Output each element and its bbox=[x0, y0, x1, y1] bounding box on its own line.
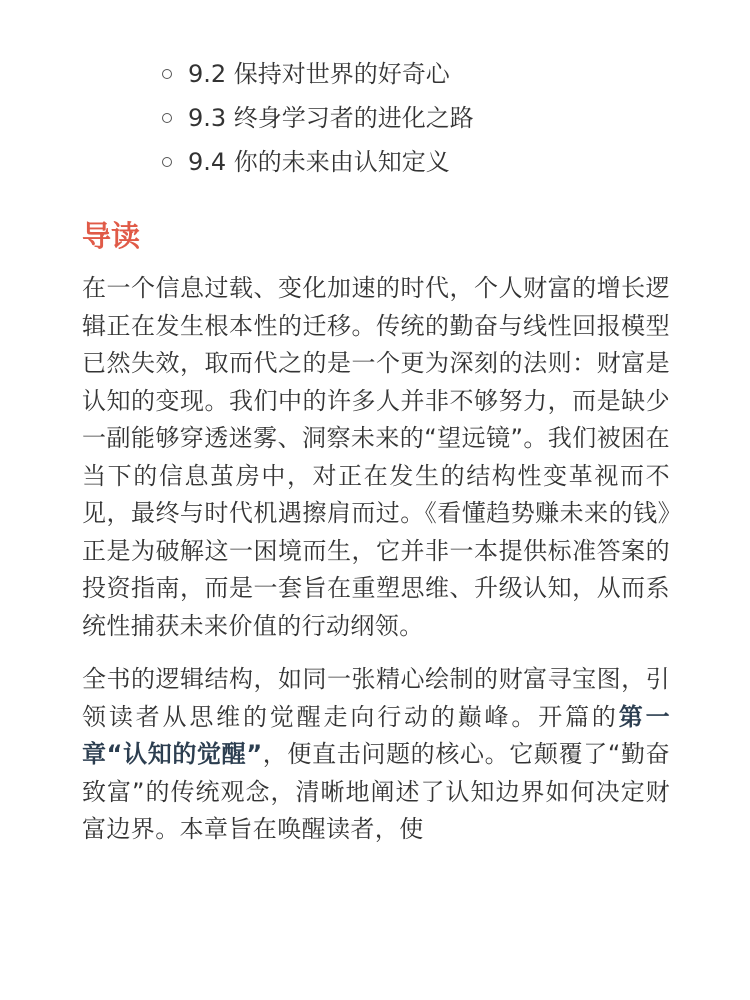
toc-item-label: 9.4 你的未来由认知定义 bbox=[188, 148, 450, 176]
hollow-circle-bullet-icon bbox=[162, 113, 172, 123]
intro-paragraph-1: 在一个信息过载、变化加速的时代，个人财富的增长逻辑正在发生根本性的迁移。传统的勤奋与线性回报模型已然失效，取而代之的是一个更为深刻的法则：财富是认知的变现。我们中的许多人并非不够努力，而是缺少一副能够穿透迷雾、洞察未来的“望远镜”。我们被困在当下的信息茧房中，对正在发生的结构性变革视而不见，最终与时代机遇擦肩而过。《看懂趋势赚未来的钱》正是为破解这一困境而生，它并非一本提供标准答案的投资指南，而是一套旨在重塑思维、升级认知，从而系统性捕获未来价值的行动纲领。 bbox=[82, 274, 670, 640]
chapter-one-highlight: 第一章“认知的觉醒” bbox=[82, 702, 670, 768]
table-of-contents bbox=[82, 0, 670, 184]
toc-item[interactable] bbox=[162, 140, 670, 184]
toc-item-label: 9.3 终身学习者的进化之路 bbox=[188, 104, 474, 132]
paragraph-text: ，便直击问题的核心。它颠覆了“勤奋致富”的传统观念，清晰地阐述了认知边界如何决定财富边界。本章旨在唤醒读者，使 bbox=[82, 740, 671, 843]
hollow-circle-bullet-icon bbox=[162, 157, 172, 167]
intro-paragraph-2 bbox=[82, 661, 670, 849]
hollow-circle-bullet-icon bbox=[162, 69, 172, 79]
toc-item[interactable] bbox=[162, 52, 670, 96]
paragraph-text: 全书的逻辑结构，如同一张精心绘制的财富寻宝图，引领读者从思维的觉醒走向行动的巅峰。开篇的 bbox=[82, 665, 670, 731]
toc-item[interactable] bbox=[162, 96, 670, 140]
section-heading: 导读 bbox=[82, 219, 141, 253]
toc-item-label: 9.2 保持对世界的好奇心 bbox=[188, 60, 450, 88]
